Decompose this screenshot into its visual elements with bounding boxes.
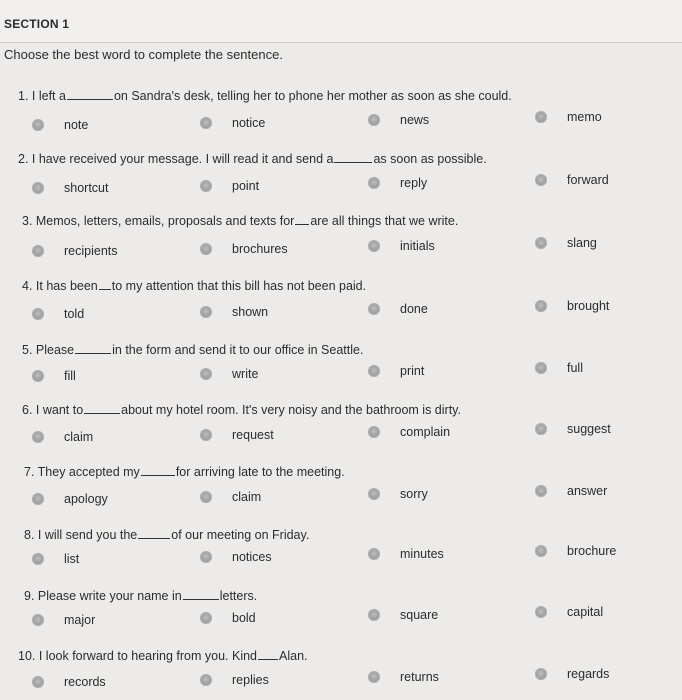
option-request[interactable]: [200, 426, 274, 444]
option-label: claim: [232, 490, 262, 504]
question-text-before: 10. I look forward to hearing from you. Kind: [18, 649, 258, 663]
radio-button[interactable]: [535, 423, 547, 435]
question-text-before: 5. Please: [22, 343, 75, 357]
radio-button[interactable]: [200, 491, 212, 503]
option-label: fill: [64, 369, 76, 383]
option-brochure[interactable]: [535, 542, 616, 560]
option-label: initials: [400, 239, 435, 253]
option-shortcut[interactable]: [32, 179, 108, 197]
option-bold[interactable]: [200, 609, 256, 627]
radio-button[interactable]: [32, 493, 44, 505]
question-7: [24, 464, 345, 479]
option-label: done: [400, 302, 428, 316]
question-text-after: Alan.: [279, 649, 308, 663]
option-news[interactable]: [368, 111, 429, 129]
radio-button[interactable]: [368, 548, 380, 560]
option-label: notice: [232, 116, 266, 130]
answer-blank: [99, 278, 111, 290]
question-text-after: to my attention that this bill has not been paid.: [111, 279, 367, 293]
radio-button[interactable]: [368, 303, 380, 315]
option-label: returns: [400, 670, 439, 684]
section-title: SECTION 1: [4, 17, 70, 31]
option-write[interactable]: [200, 365, 258, 383]
option-claim[interactable]: [32, 428, 93, 446]
radio-button[interactable]: [200, 551, 212, 563]
answer-blank: [295, 213, 309, 225]
option-label: square: [400, 608, 439, 622]
option-label: capital: [567, 605, 604, 619]
option-minutes[interactable]: [368, 545, 444, 563]
section-header: [0, 0, 682, 43]
radio-button[interactable]: [368, 240, 380, 252]
question-text-before: 2. I have received your message. I will read it and send a: [18, 152, 334, 166]
radio-button[interactable]: [535, 174, 547, 186]
radio-button[interactable]: [535, 545, 547, 557]
option-suggest[interactable]: [535, 420, 611, 438]
question-3: [22, 213, 458, 228]
answer-blank: [258, 648, 278, 660]
radio-button[interactable]: [368, 365, 380, 377]
answer-blank: [84, 402, 120, 414]
option-answer[interactable]: [535, 482, 607, 500]
option-label: reply: [400, 176, 428, 190]
question-5: [22, 342, 363, 357]
option-fill[interactable]: [32, 367, 76, 385]
option-label: replies: [232, 673, 269, 687]
option-label: shown: [232, 305, 269, 319]
question-text-after: in the form and send it to our office in Seattle.: [112, 343, 364, 357]
option-label: brochures: [232, 242, 288, 256]
option-label: claim: [64, 430, 94, 444]
answer-blank: [75, 342, 111, 354]
option-complain[interactable]: [368, 423, 450, 441]
option-brought[interactable]: [535, 297, 609, 315]
radio-button[interactable]: [200, 674, 212, 686]
radio-button[interactable]: [200, 243, 212, 255]
option-reply[interactable]: [368, 174, 427, 192]
radio-button[interactable]: [535, 237, 547, 249]
option-label: told: [64, 307, 85, 321]
option-point[interactable]: [200, 177, 259, 195]
question-2: [18, 151, 487, 166]
question-text-after: about my hotel room. It's very noisy and the bathroom is dirty.: [121, 403, 461, 417]
question-text-after: as soon as possible.: [373, 152, 487, 166]
option-label: sorry: [400, 487, 428, 501]
option-shown[interactable]: [200, 303, 268, 321]
option-label: request: [232, 428, 274, 442]
option-sorry[interactable]: [368, 485, 428, 503]
radio-button[interactable]: [368, 671, 380, 683]
radio-button[interactable]: [200, 180, 212, 192]
option-label: recipients: [64, 244, 118, 258]
question-text-after: of our meeting on Friday.: [171, 528, 310, 542]
option-forward[interactable]: [535, 171, 609, 189]
option-label: full: [567, 361, 583, 375]
option-label: list: [64, 552, 80, 566]
answer-blank: [138, 527, 170, 539]
option-returns[interactable]: [368, 668, 439, 686]
option-note[interactable]: [32, 116, 88, 134]
question-text-before: 9. Please write your name in: [24, 589, 182, 603]
option-label: news: [400, 113, 430, 127]
radio-button[interactable]: [535, 668, 547, 680]
answer-blank: [141, 464, 175, 476]
radio-button[interactable]: [535, 606, 547, 618]
option-label: suggest: [567, 422, 611, 436]
radio-button[interactable]: [32, 431, 44, 443]
radio-button[interactable]: [200, 368, 212, 380]
question-1: [18, 88, 512, 103]
radio-button[interactable]: [32, 676, 44, 688]
question-9: [24, 588, 257, 603]
option-label: note: [64, 118, 89, 132]
option-label: notices: [232, 550, 272, 564]
answer-blank: [67, 88, 113, 100]
option-square[interactable]: [368, 606, 438, 624]
question-8: [24, 527, 309, 542]
radio-button[interactable]: [200, 117, 212, 129]
question-text-after: on Sandra's desk, telling her to phone her mother as soon as she could.: [113, 89, 512, 103]
option-done[interactable]: [368, 300, 428, 318]
question-text-before: 4. It has been: [22, 279, 98, 293]
radio-button[interactable]: [32, 308, 44, 320]
radio-button[interactable]: [32, 119, 44, 131]
radio-button[interactable]: [535, 300, 547, 312]
option-label: point: [232, 179, 260, 193]
option-capital[interactable]: [535, 603, 603, 621]
radio-button[interactable]: [368, 609, 380, 621]
option-label: write: [232, 367, 259, 381]
option-brochures[interactable]: [200, 240, 288, 258]
option-label: apology: [64, 492, 108, 506]
question-text-before: 8. I will send you the: [24, 528, 138, 542]
option-replies[interactable]: [200, 671, 269, 689]
option-claim[interactable]: [200, 488, 261, 506]
radio-button[interactable]: [535, 485, 547, 497]
answer-blank: [334, 151, 372, 163]
radio-button[interactable]: [200, 429, 212, 441]
question-text-before: 3. Memos, letters, emails, proposals and texts for: [22, 214, 295, 228]
option-label: major: [64, 613, 96, 627]
question-text-after: for arriving late to the meeting.: [175, 465, 345, 479]
question-6: [22, 402, 461, 417]
option-label: forward: [567, 173, 609, 187]
option-notice[interactable]: [200, 114, 265, 132]
option-recipients[interactable]: [32, 242, 118, 260]
radio-button[interactable]: [32, 245, 44, 257]
option-records[interactable]: [32, 673, 106, 691]
option-print[interactable]: [368, 362, 424, 380]
option-label: records: [64, 675, 106, 689]
option-label: complain: [400, 425, 451, 439]
question-text-after: letters.: [219, 589, 258, 603]
question-text-before: 7. They accepted my: [24, 465, 140, 479]
option-list[interactable]: [32, 550, 79, 568]
radio-button[interactable]: [368, 488, 380, 500]
answer-blank: [183, 588, 219, 600]
option-label: bold: [232, 611, 256, 625]
option-label: print: [400, 364, 425, 378]
instructions: Choose the best word to complete the sentence.: [4, 47, 283, 62]
option-apology[interactable]: [32, 490, 108, 508]
question-text-before: 1. I left a: [18, 89, 66, 103]
option-label: brochure: [567, 544, 617, 558]
question-10: [18, 648, 308, 663]
question-4: [22, 278, 366, 293]
radio-button[interactable]: [368, 114, 380, 126]
radio-button[interactable]: [200, 306, 212, 318]
question-text-before: 6. I want to: [22, 403, 84, 417]
option-label: minutes: [400, 547, 444, 561]
radio-button[interactable]: [368, 426, 380, 438]
option-memo[interactable]: [535, 108, 602, 126]
radio-button[interactable]: [200, 612, 212, 624]
question-text-after: are all things that we write.: [310, 214, 459, 228]
option-full[interactable]: [535, 359, 583, 377]
radio-button[interactable]: [32, 182, 44, 194]
radio-button[interactable]: [32, 614, 44, 626]
radio-button[interactable]: [535, 362, 547, 374]
radio-button[interactable]: [535, 111, 547, 123]
option-major[interactable]: [32, 611, 95, 629]
option-told[interactable]: [32, 305, 84, 323]
option-label: regards: [567, 667, 610, 681]
option-initials[interactable]: [368, 237, 435, 255]
option-regards[interactable]: [535, 665, 609, 683]
radio-button[interactable]: [32, 553, 44, 565]
option-label: memo: [567, 110, 602, 124]
option-slang[interactable]: [535, 234, 597, 252]
option-notices[interactable]: [200, 548, 272, 566]
radio-button[interactable]: [368, 177, 380, 189]
option-label: brought: [567, 299, 610, 313]
radio-button[interactable]: [32, 370, 44, 382]
option-label: slang: [567, 236, 597, 250]
option-label: answer: [567, 484, 608, 498]
option-label: shortcut: [64, 181, 109, 195]
